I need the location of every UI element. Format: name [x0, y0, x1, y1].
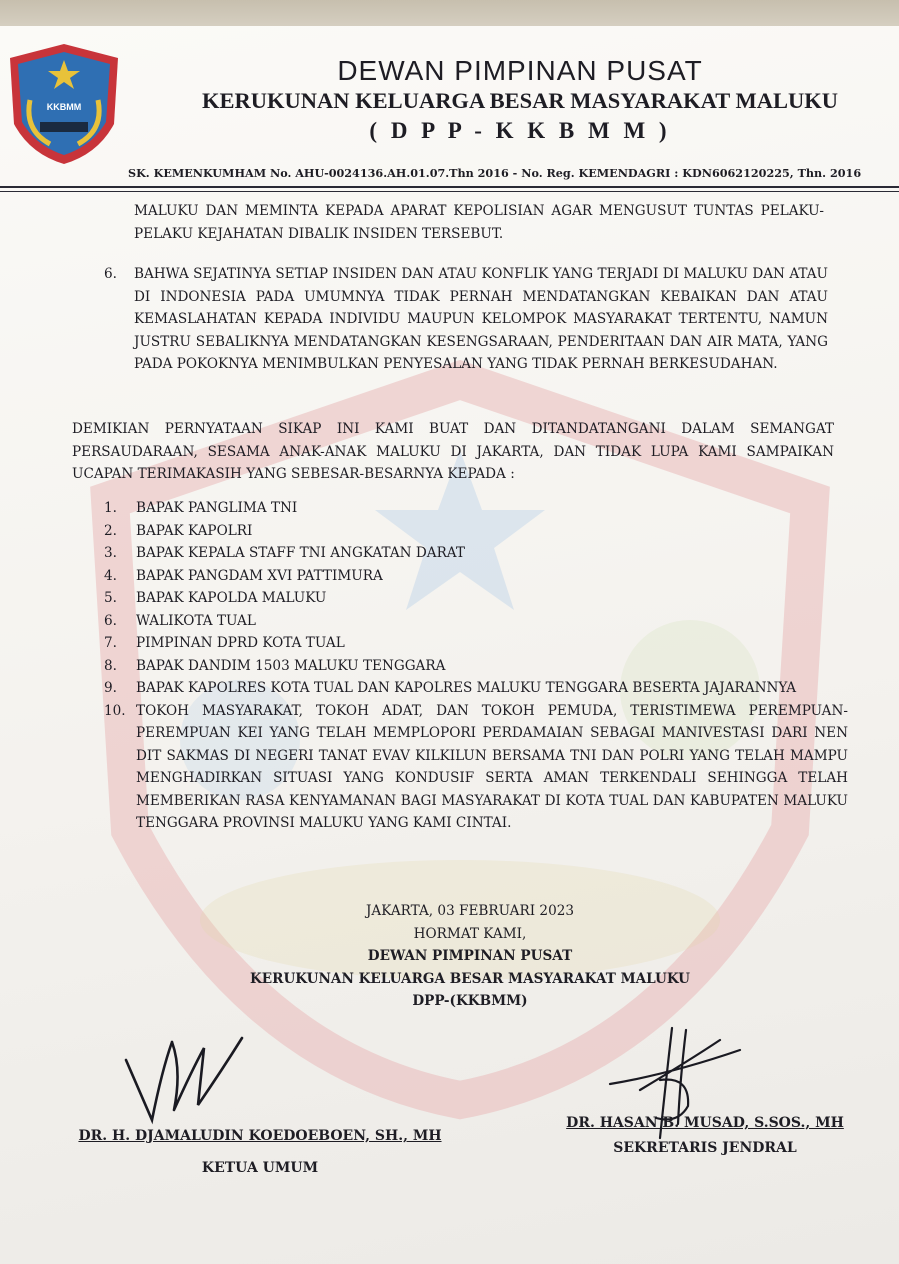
- list-item-number: 7.: [104, 635, 117, 651]
- place-date: JAKARTA, 03 FEBRUARI 2023: [365, 903, 575, 919]
- signature-org-line-3: DPP-(KKBMM): [412, 993, 528, 1009]
- signature-org-line-2: KERUKUNAN KELUARGA BESAR MASYARAKAT MALUKU: [249, 970, 691, 987]
- header-rule-thick: [0, 186, 899, 188]
- list-item-number: 3.: [104, 545, 117, 561]
- header-rule-thin: [0, 191, 899, 192]
- signature-left-image: [112, 1030, 262, 1125]
- list-item: [104, 610, 848, 633]
- list-item: [104, 497, 848, 520]
- continuation-paragraph: MALUKU DAN MEMINTA KEPADA APARAT KEPOLISIAN AGAR MENGUSUT TUNTAS PELAKU-PELAKU KEJAHATAN DIBALIK INSIDEN TERSEBUT.: [134, 203, 824, 242]
- list-item-number: 2.: [104, 522, 117, 539]
- list-item: [104, 587, 848, 610]
- list-item-text: BAPAK PANGDAM XVI PATTIMURA: [136, 567, 383, 584]
- list-item-number: 9.: [104, 680, 117, 696]
- signature-block: [150, 900, 790, 1013]
- list-item-number: 5.: [104, 590, 117, 606]
- list-item: [104, 520, 848, 543]
- list-item-text: BAPAK KAPOLRI: [136, 522, 253, 539]
- list-item: [104, 677, 848, 700]
- list-item-number: 4.: [104, 567, 117, 584]
- logo-text: KKBMM: [46, 102, 82, 112]
- header-acronym: ( D P P - K K B M M ): [369, 118, 671, 143]
- list-item: [104, 565, 848, 588]
- thanks-list: [104, 497, 848, 835]
- list-item-text: BAPAK KAPOLRES KOTA TUAL DAN KAPOLRES MALUKU TENGGARA BESERTA JAJARANNYA: [136, 680, 797, 696]
- list-item-number: 10.: [104, 702, 126, 719]
- kkbmm-logo: [2, 40, 126, 168]
- list-item: [104, 632, 848, 655]
- list-item: [104, 700, 848, 835]
- list-item: [104, 655, 848, 678]
- list-item: [104, 542, 848, 565]
- list-item-text: PIMPINAN DPRD KOTA TUAL: [136, 635, 345, 651]
- signatory-right-title: SEKRETARIS JENDRAL: [613, 1140, 797, 1156]
- list-item-number: 1.: [104, 500, 117, 516]
- item-6-paragraph: BAHWA SEJATINYA SETIAP INSIDEN DAN ATAU KONFLIK YANG TERJADI DI MALUKU DAN ATAU DI INDONESIA PADA UMUMNYA TIDAK PERNAH MENDATANGKAN KEBAIKAN DAN ATAU KEMASLAHATAN KEPADA INDIVIDU MAUPUN KELOMPOK MASYARAKAT TERTENTU, NAMUN JUSTRU SEBALIKNYA MENDATANGKAN KESENGSARAAN, PENDERITAAN DAN AIR MATA, YANG PADA POKOKNYA MENIMBULKAN PENYESALAN YANG TIDAK PERNAH BERKESUDAHAN.: [134, 266, 828, 372]
- list-item-text: BAPAK KEPALA STAFF TNI ANGKATAN DARAT: [136, 545, 465, 561]
- header-organization: KERUKUNAN KELUARGA BESAR MASYARAKAT MALUKU: [202, 88, 838, 113]
- list-item-text: TOKOH MASYARAKAT, TOKOH ADAT, DAN TOKOH PEMUDA, TERISTIMEWA PEREMPUAN-PEREMPUAN KEI YANG TELAH MEMPLOPORI PERDAMAIAN SEBAGAI MANIVESTASI DARI NEN DIT SAKMAS DI NEGERI TANAT EVAV KILKILUN BERSAMA TNI DAN POLRI YANG TELAH MAMPU MENGHADIRKAN SITUASI YANG KONDUSIF SERTA AMAN TERKENDALI SEHINGGA TELAH MEMBERIKAN RASA KENYAMANAN BAGI MASYARAKAT DI KOTA TUAL DAN KABUPATEN MALUKU TENGGARA PROVINSI MALUKU YANG KAMI CINTAI.: [136, 702, 848, 831]
- signatory-left-name: DR. H. DJAMALUDIN KOEDOEBOEN, SH., MH: [78, 1128, 442, 1144]
- closing-paragraph: DEMIKIAN PERNYATAAN SIKAP INI KAMI BUAT DAN DITANDATANGANI DALAM SEMANGAT PERSAUDARAAN, SESAMA ANAK-ANAK MALUKU DI JAKARTA, DAN TIDAK LUPA KAMI SAMPAIKAN UCAPAN TERIMAKASIH YANG SEBESAR-BESARNYA KEPADA :: [72, 421, 834, 482]
- header-title: DEWAN PIMPINAN PUSAT: [337, 55, 703, 86]
- list-item-text: BAPAK DANDIM 1503 MALUKU TENGGARA: [136, 657, 446, 674]
- list-item-text: WALIKOTA TUAL: [136, 612, 256, 629]
- regards: HORMAT KAMI,: [413, 925, 527, 942]
- header-registration: SK. KEMENKUMHAM No. AHU-0024136.AH.01.07.Thn 2016 - No. Reg. KEMENDAGRI : KDN6062120225, Thn. 2016: [128, 166, 862, 180]
- list-item-text: BAPAK KAPOLDA MALUKU: [136, 590, 327, 606]
- item-6-number: 6.: [104, 266, 117, 282]
- signatory-left-title: KETUA UMUM: [201, 1160, 319, 1176]
- signatory-right-name: DR. HASAN B. MUSAD, S.SOS., MH: [566, 1115, 844, 1131]
- signature-org-line-1: DEWAN PIMPINAN PUSAT: [367, 948, 573, 964]
- list-item-number: 8.: [104, 657, 117, 674]
- list-item-number: 6.: [104, 612, 117, 629]
- list-item-text: BAPAK PANGLIMA TNI: [136, 500, 298, 516]
